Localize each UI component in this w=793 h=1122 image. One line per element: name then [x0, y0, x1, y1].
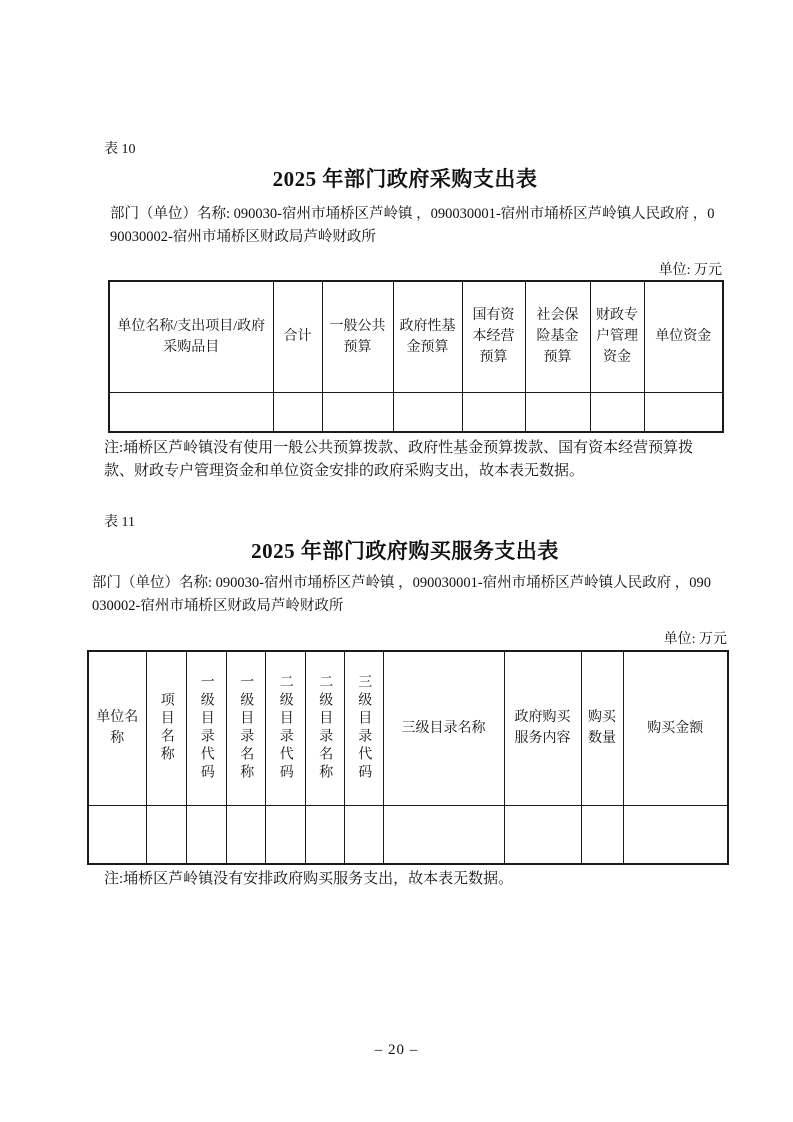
empty-cell	[504, 805, 581, 864]
empty-cell	[525, 392, 590, 432]
table11-label: 表 11	[104, 515, 135, 530]
header-cell: 国有资本经营预算	[462, 281, 525, 392]
empty-data-row	[88, 805, 728, 864]
table11-department-line: 部门（单位）名称: 090030-宿州市埇桥区芦岭镇 ，090030001-宿州市埇桥区芦岭镇人民政府 ，090030002-宿州市埇桥区财政局芦岭财政所	[92, 575, 712, 614]
vertical-header-text: 二级目录代码	[277, 674, 293, 783]
header-cell: 社会保险基金预算	[525, 281, 590, 392]
header-cell: 购买数量	[581, 651, 623, 805]
empty-cell	[344, 805, 383, 864]
vertical-header-text: 项目名称	[158, 692, 174, 765]
empty-cell	[623, 805, 728, 864]
table10-unit-label: 单位: 万元	[658, 263, 722, 278]
vertical-header-text: 二级目录名称	[317, 674, 333, 783]
vertical-header-text: 一级目录代码	[198, 674, 214, 783]
table11-title: 2025 年部门政府购买服务支出表	[251, 539, 559, 563]
gov-purchased-services-table	[87, 650, 729, 865]
header-cell: 单位资金	[644, 281, 723, 392]
gov-procurement-table	[108, 280, 724, 433]
empty-cell	[273, 392, 322, 432]
header-cell-vertical	[186, 651, 226, 805]
table10-department-line: 部门（单位）名称: 090030-宿州市埇桥区芦岭镇 ，090030001-宿州市埇桥区芦岭镇人民政府 ，090030002-宿州市埇桥区财政局芦岭财政所	[110, 206, 715, 245]
header-cell: 购买金额	[623, 651, 728, 805]
header-cell-vertical	[305, 651, 344, 805]
empty-data-row	[109, 392, 723, 432]
header-cell: 政府购买服务内容	[504, 651, 581, 805]
empty-cell	[226, 805, 265, 864]
table11-unit-label: 单位: 万元	[663, 632, 727, 647]
header-cell: 一般公共预算	[322, 281, 393, 392]
empty-cell	[186, 805, 226, 864]
table11-note: 注:埇桥区芦岭镇没有安排政府购买服务支出，故本表无数据。	[104, 871, 514, 887]
table-header-row	[109, 281, 723, 392]
empty-cell	[590, 392, 644, 432]
header-cell-vertical	[265, 651, 305, 805]
header-cell: 合计	[273, 281, 322, 392]
vertical-header-text: 三级目录代码	[356, 674, 372, 783]
empty-cell	[644, 392, 723, 432]
empty-cell	[393, 392, 462, 432]
empty-cell	[88, 805, 146, 864]
empty-cell	[265, 805, 305, 864]
empty-cell	[146, 805, 186, 864]
empty-cell	[383, 805, 504, 864]
empty-cell	[581, 805, 623, 864]
empty-cell	[462, 392, 525, 432]
header-cell: 财政专户管理资金	[590, 281, 644, 392]
table-header-row	[88, 651, 728, 805]
table10-note: 注:埇桥区芦岭镇没有使用一般公共预算拨款、政府性基金预算拨款、国有资本经营预算拨款、财政专户管理资金和单位资金安排的政府采购支出，故本表无数据。	[104, 440, 694, 479]
header-cell: 三级目录名称	[383, 651, 504, 805]
header-cell: 政府性基金预算	[393, 281, 462, 392]
vertical-header-text: 一级目录名称	[238, 674, 254, 783]
page-number: – 20 –	[374, 1042, 419, 1058]
table10-title: 2025 年部门政府采购支出表	[272, 167, 538, 191]
header-cell-vertical	[344, 651, 383, 805]
header-cell: 单位名称/支出项目/政府采购品目	[109, 281, 273, 392]
header-cell-vertical	[146, 651, 186, 805]
table10-label: 表 10	[104, 142, 136, 157]
empty-cell	[322, 392, 393, 432]
empty-cell	[305, 805, 344, 864]
header-cell: 单位名称	[88, 651, 146, 805]
header-cell-vertical	[226, 651, 265, 805]
empty-cell	[109, 392, 273, 432]
